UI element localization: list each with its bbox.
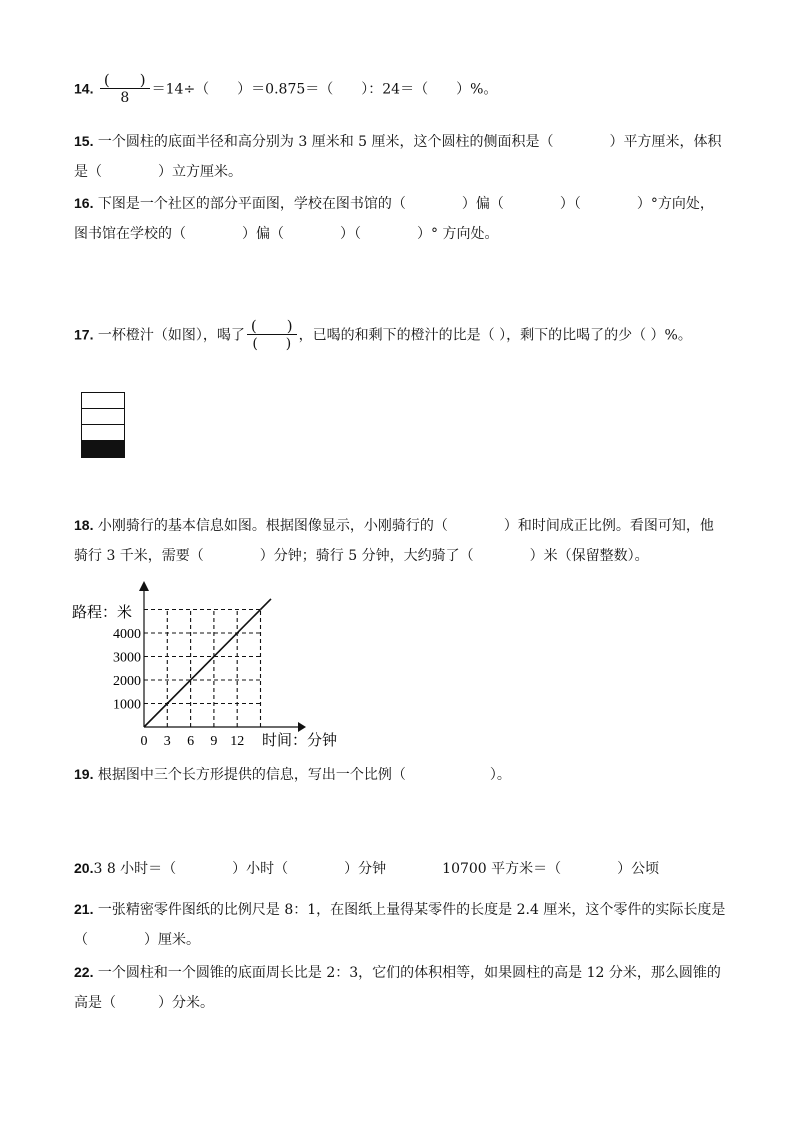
question-18 bbox=[74, 515, 724, 566]
question-text-line1: 下图是一个社区的部分平面图，学校在图书馆的（ ）偏（ ）（ ）°方向处， bbox=[97, 196, 714, 212]
question-text-line2: 高是（ ）分米。 bbox=[74, 995, 214, 1011]
y-tick-label: 4000 bbox=[113, 627, 141, 642]
question-text-line2: （ ）厘米。 bbox=[74, 932, 200, 948]
y-tick-label: 1000 bbox=[113, 697, 141, 713]
question-19 bbox=[74, 764, 724, 784]
question-number: 18. bbox=[74, 517, 94, 533]
fraction bbox=[100, 72, 150, 107]
x-tick-label: 12 bbox=[230, 734, 245, 749]
question-text: 3 8 小时＝（ ）小时（ ）分钟 10700 平方米＝（ ）公顷 bbox=[93, 861, 660, 877]
fraction-denominator: 8 bbox=[120, 90, 130, 106]
y-axis-label: 路程：米 bbox=[72, 605, 133, 621]
question-22 bbox=[74, 962, 724, 1013]
question-text-line1: 一个圆柱和一个圆锥的底面周长比是 2：3，它们的体积相等，如果圆柱的高是 12 分米，那么圆锥的 bbox=[97, 965, 721, 981]
x-tick-labels bbox=[141, 734, 245, 749]
x-tick-label: 3 bbox=[163, 734, 171, 749]
cup-section-empty bbox=[82, 393, 124, 409]
question-text-a: 一杯橙汁（如图），喝了 bbox=[97, 327, 245, 344]
question-text: 根据图中三个长方形提供的信息，写出一个比例（ ）。 bbox=[97, 767, 511, 783]
distance-line bbox=[144, 610, 261, 728]
question-text-line1: 一个圆柱的底面半径和高分别为 3 厘米和 5 厘米，这个圆柱的侧面积是（ ）平方厘米，体积 bbox=[97, 134, 722, 150]
question-number: 15. bbox=[74, 133, 94, 149]
question-17 bbox=[74, 318, 724, 353]
question-number: 14. bbox=[74, 80, 94, 97]
x-axis-label: 时间：分钟 bbox=[262, 733, 338, 749]
y-axis-arrow-icon bbox=[139, 581, 149, 591]
question-number: 16. bbox=[74, 195, 94, 211]
question-15 bbox=[74, 131, 724, 182]
fraction bbox=[247, 318, 297, 353]
fraction-numerator: ( ) bbox=[247, 318, 297, 335]
question-text-line1: 小刚骑行的基本信息如图。根据图像显示，小刚骑行的（ ）和时间成正比例。看图可知，他 bbox=[97, 518, 714, 534]
question-text-line2: 是（ ）立方厘米。 bbox=[74, 164, 242, 180]
question-text-line2: 图书馆在学校的（ ）偏（ ）（ ）° 方向处。 bbox=[74, 226, 499, 242]
fraction-denominator: ( ) bbox=[252, 336, 292, 352]
y-tick-label: 3000 bbox=[113, 650, 141, 666]
fraction-numerator: ( ) bbox=[100, 72, 150, 89]
question-21 bbox=[74, 899, 724, 950]
question-number: 19. bbox=[74, 766, 94, 782]
x-tick-label: 0 bbox=[140, 734, 148, 749]
cup-section-empty bbox=[82, 409, 124, 425]
question-text-line1: 一张精密零件图纸的比例尺是 8：1，在图纸上量得某零件的长度是 2.4 厘米，这个零件的实际长度是 bbox=[97, 902, 726, 918]
x-tick-label: 9 bbox=[210, 734, 218, 749]
question-number: 17. bbox=[74, 326, 94, 343]
question-14 bbox=[74, 72, 724, 107]
chart-series bbox=[144, 599, 271, 727]
x-axis-arrow-icon bbox=[298, 722, 306, 732]
question-number: 20. bbox=[74, 860, 94, 876]
question-20 bbox=[74, 858, 724, 878]
juice-cup-figure bbox=[81, 392, 125, 458]
distance-time-chart bbox=[60, 575, 340, 755]
distance-line-extension bbox=[261, 599, 271, 610]
question-text-b: ，已喝的和剩下的橙汁的比是（ ），剩下的比喝了的少（ ）%。 bbox=[298, 327, 692, 344]
question-text-line2: 骑行 3 千米，需要（ ）分钟；骑行 5 分钟，大约骑了（ ）米（保留整数）。 bbox=[74, 548, 649, 564]
cup-section-filled bbox=[82, 441, 124, 457]
question-16 bbox=[74, 193, 724, 244]
question-text: ＝14÷（ ）＝0.875＝（ ）：24＝（ ）%。 bbox=[151, 81, 498, 98]
x-axis bbox=[144, 722, 306, 732]
y-tick-label: 2000 bbox=[113, 674, 141, 689]
x-tick-label: 6 bbox=[187, 734, 195, 749]
question-number: 22. bbox=[74, 964, 94, 980]
y-tick-labels bbox=[113, 627, 141, 713]
cup-section-empty bbox=[82, 425, 124, 441]
question-number: 21. bbox=[74, 901, 94, 917]
